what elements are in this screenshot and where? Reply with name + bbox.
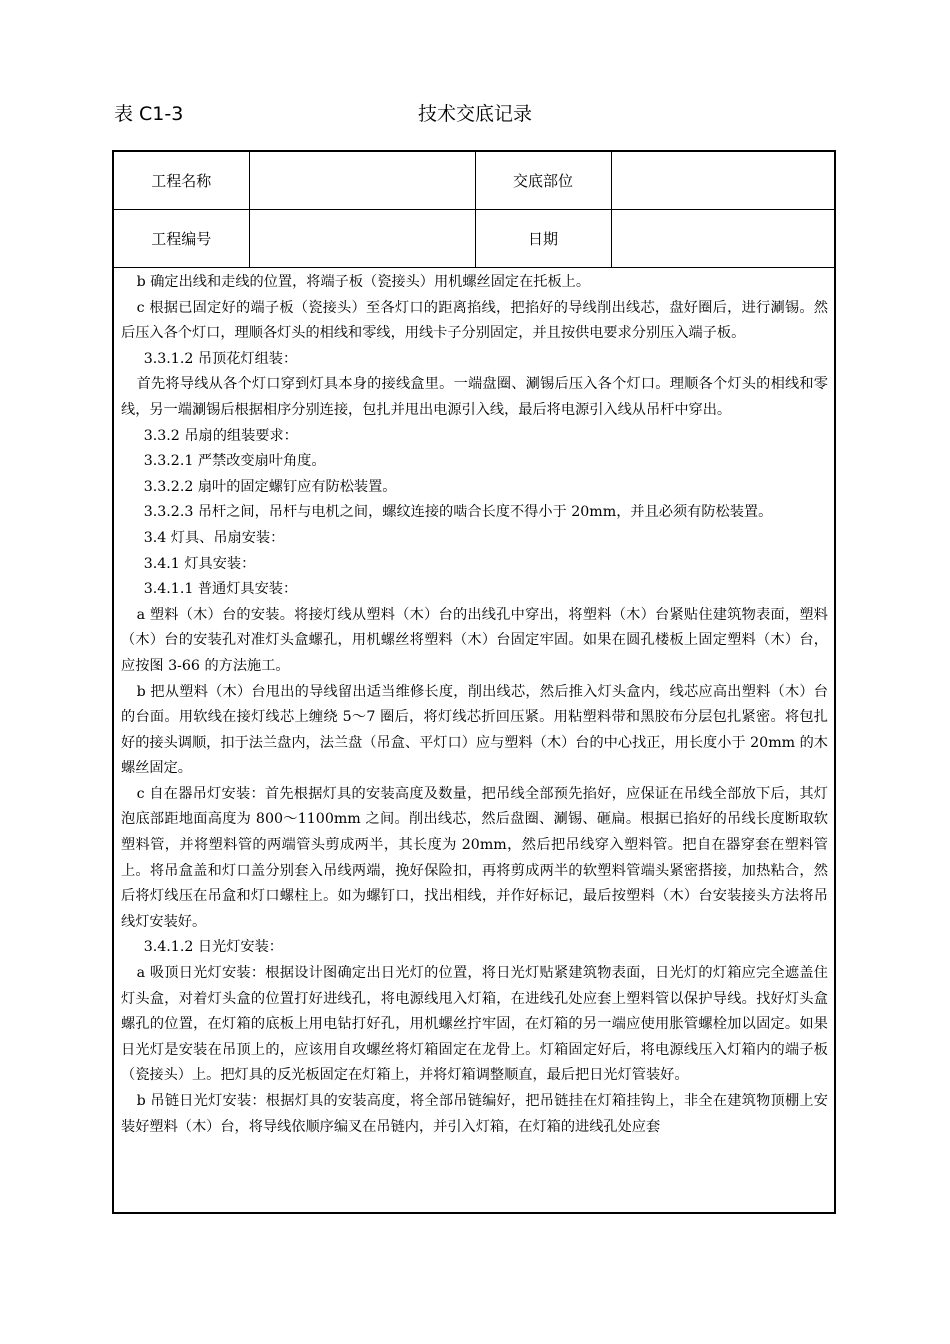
section-heading: 3.4.1.1 普通灯具安装： [143,581,298,598]
info-row-2 [114,210,834,268]
info-row-1 [114,152,834,210]
location-label: 交底部位 [475,152,611,210]
form-code: 表 C1-3 [114,103,184,125]
project-no-label: 工程编号 [114,210,249,268]
record-frame [112,150,836,1214]
date-field[interactable] [611,210,834,268]
project-name-field[interactable] [249,152,475,210]
project-name-label: 工程名称 [114,152,249,210]
paragraph: b 把从塑料（木）台甩出的导线留出适当维修长度，削出线芯，然后推入灯头盒内，线芯应高出塑料（木）台的台面。用软线在接灯线芯上缠绕 5～7 圈后，将灯线芯折回压紧。用粘塑料带和黑胶布分层包扎紧密。将包扎好的接头调顺，扣于法兰盘内，法兰盘（吊盒、平灯口）应与塑料（木）台的中心找正，用长度小于 20mm 的木螺丝固定。 [121,683,828,777]
section-heading: 3.3.2 吊扇的组装要求： [143,427,298,444]
paragraph: a 塑料（木）台的安装。将接灯线从塑料（木）台的出线孔中穿出，将塑料（木）台紧贴住建筑物表面，塑料（木）台的安装孔对准灯头盒螺孔，用机螺丝将塑料（木）台固定牢固。如果在圆孔楼板上固定塑料（木）台，应按图 3-66 的方法施工。 [121,606,828,674]
section-heading: 3.3.2.3 吊杆之间，吊杆与电机之间，螺纹连接的啮合长度不得小于 20mm，并且必须有防松装置。 [143,504,773,521]
content-body [114,268,834,1140]
info-table [114,152,834,268]
section-heading: 3.4 灯具、吊扇安装： [143,529,285,546]
section-heading: 3.3.2.2 扇叶的固定螺钉应有防松装置。 [143,478,397,495]
section-heading: 3.3.1.2 吊顶花灯组装： [143,350,298,367]
location-field[interactable] [611,152,834,210]
paragraph: 首先将导线从各个灯口穿到灯具本身的接线盒里。一端盘圈、涮锡后压入各个灯口。理顺各个灯头的相线和零线，另一端涮锡后根据相序分别连接，包扎并甩出电源引入线，最后将电源引入线从吊杆中穿出。 [121,376,828,418]
project-no-field[interactable] [249,210,475,268]
date-label: 日期 [475,210,611,268]
paragraph: a 吸顶日光灯安装：根据设计图确定出日光灯的位置，将日光灯贴紧建筑物表面，日光灯的灯箱应完全遮盖住灯头盒，对着灯头盒的位置打好进线孔，将电源线甩入灯箱，在进线孔处应套上塑料管以保护导线。找好灯头盒螺孔的位置，在灯箱的底板上用电钻打好孔，用机螺丝拧牢固，在灯箱的另一端应使用胀管螺栓加以固定。如果日光灯是安装在吊顶上的，应该用自攻螺丝将灯箱固定在龙骨上。灯箱固定好后，将电源线压入灯箱内的端子板（瓷接头）上。把灯具的反光板固定在灯箱上，并将灯箱调整顺直，最后把日光灯管装好。 [121,965,828,1084]
paragraph: b 吊链日光灯安装：根据灯具的安装高度，将全部吊链编好，把吊链挂在灯箱挂钩上，非全在建筑物顶棚上安装好塑料（木）台，将导线依顺序编叉在吊链内，并引入灯箱，在灯箱的进线孔处应套 [121,1093,828,1135]
paragraph: c 自在器吊灯安装：首先根据灯具的安装高度及数量，把吊线全部预先掐好，应保证在吊线全部放下后，其灯泡底部距地面高度为 800～1100mm 之间。削出线芯，然后盘圈、涮锡、砸扁。根据已掐好的吊线长度断取软塑料管，并将塑料管的两端管头剪成两半，其长度为 20mm，然后把吊线穿入塑料管。把自在器穿套在塑料管上。将吊盒盖和灯口盖分别套入吊线两端，挽好保险扣，再将剪成两半的软塑料管端头紧密搭接，加热粘合，然后将灯线压在吊盒和灯口螺柱上。如为螺钉口，找出相线，并作好标记，最后按塑料（木）台安装接头方法将吊线灯安装好。 [121,785,828,930]
paragraph: c 根据已固定好的端子板（瓷接头）至各灯口的距离掐线，把掐好的导线削出线芯，盘好圈后，进行涮锡。然后压入各个灯口，理顺各灯头的相线和零线，用线卡子分别固定，并且按供电要求分别压入端子板。 [121,299,828,342]
section-heading: 3.3.2.1 严禁改变扇叶角度。 [143,453,326,470]
document-title: 技术交底记录 [417,103,532,125]
paragraph: b 确定出线和走线的位置，将端子板（瓷接头）用机螺丝固定在托板上。 [136,274,591,290]
section-heading: 3.4.1 灯具安装： [143,555,256,572]
section-heading: 3.4.1.2 日光灯安装： [143,939,283,956]
